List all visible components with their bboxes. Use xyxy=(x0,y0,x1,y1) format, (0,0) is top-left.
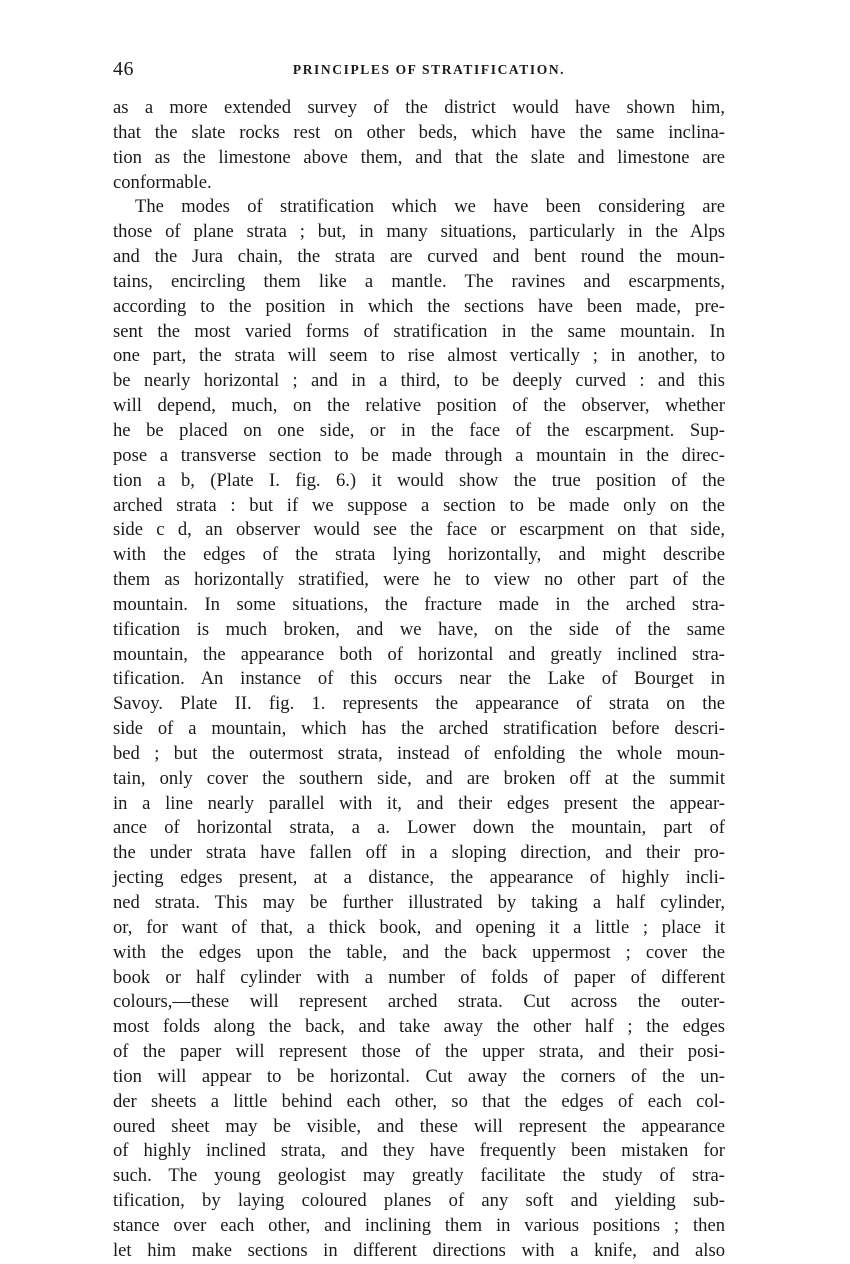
text-line: colours,—these will represent arched strata. Cut across the outer- xyxy=(113,991,725,1013)
text-line: one part, the strata will seem to rise almost vertically ; in another, to xyxy=(113,345,725,367)
text-line: ance of horizontal strata, a a. Lower down the mountain, part of xyxy=(113,817,725,839)
text-line: such. The young geologist may greatly facilitate the study of stra- xyxy=(113,1165,725,1187)
text-line: and the Jura chain, the strata are curved and bent round the moun- xyxy=(113,246,725,268)
text-line: tain, only cover the southern side, and are broken off at the summit xyxy=(113,767,725,789)
text-line: most folds along the back, and take away the other half ; the edges xyxy=(113,1016,725,1038)
text-line: be nearly horizontal ; and in a third, to be deeply curved : and this xyxy=(113,370,725,392)
text-line: in a line nearly parallel with it, and their edges present the appear- xyxy=(113,792,725,814)
text-line: book or half cylinder with a number of folds of paper of different xyxy=(113,966,725,988)
page-number: 46 xyxy=(113,58,134,80)
text-line: tion will appear to be horizontal. Cut away the corners of the un- xyxy=(113,1065,725,1087)
text-line: sent the most varied forms of stratification in the same mountain. In xyxy=(113,320,725,342)
text-line: pose a transverse section to be made through a mountain in the direc- xyxy=(113,444,725,466)
text-line: tion a b, (Plate I. fig. 6.) it would show the true position of the xyxy=(113,469,725,491)
text-line: that the slate rocks rest on other beds, which have the same inclina- xyxy=(113,121,725,143)
text-line: them as horizontally stratified, were he to view no other part of the xyxy=(113,569,725,591)
text-line: oured sheet may be visible, and these will represent the appearance xyxy=(113,1115,725,1137)
body-text xyxy=(113,96,725,1264)
text-line: conformable. xyxy=(113,171,212,193)
text-line: let him make sections in different directions with a knife, and also xyxy=(113,1239,725,1261)
text-line: will depend, much, on the relative position of the observer, whether xyxy=(113,395,725,417)
text-line: The modes of stratification which we have been considering are xyxy=(135,196,725,218)
text-line: of the paper will represent those of the upper strata, and their posi- xyxy=(113,1041,725,1063)
text-line: he be placed on one side, or in the face of the escarpment. Sup- xyxy=(113,419,725,441)
text-line: side of a mountain, which has the arched stratification before descri- xyxy=(113,718,725,740)
text-line: or, for want of that, a thick book, and opening it a little ; place it xyxy=(113,916,725,938)
running-header xyxy=(113,58,725,82)
text-line: mountain, the appearance both of horizontal and greatly inclined stra- xyxy=(113,643,725,665)
text-line: tion as the limestone above them, and that the slate and limestone are xyxy=(113,146,725,168)
text-line: tification is much broken, and we have, on the side of the same xyxy=(113,618,725,640)
text-line: those of plane strata ; but, in many situations, particularly in the Alps xyxy=(113,221,725,243)
text-line: side c d, an observer would see the face or escarpment on that side, xyxy=(113,519,725,541)
text-line: of highly inclined strata, and they have frequently been mistaken for xyxy=(113,1140,725,1162)
text-line: stance over each other, and inclining them in various positions ; then xyxy=(113,1214,725,1236)
text-line: according to the position in which the sections have been made, pre- xyxy=(113,295,725,317)
text-line: bed ; but the outermost strata, instead of enfolding the whole moun- xyxy=(113,742,725,764)
text-line: ned strata. This may be further illustrated by taking a half cylinder, xyxy=(113,892,725,913)
text-line: with the edges of the strata lying horizontally, and might describe xyxy=(113,544,725,566)
text-line: Savoy. Plate II. fig. 1. represents the appearance of strata on the xyxy=(113,693,725,715)
text-line: mountain. In some situations, the fracture made in the arched stra- xyxy=(113,593,725,615)
book-page xyxy=(113,58,725,1264)
text-line: arched strata : but if we suppose a section to be made only on the xyxy=(113,494,725,516)
text-line: jecting edges present, at a distance, the appearance of highly incli- xyxy=(113,867,725,889)
text-line: tains, encircling them like a mantle. The ravines and escarpments, xyxy=(113,270,725,292)
text-line: with the edges upon the table, and the back uppermost ; cover the xyxy=(113,941,725,963)
running-title: PRINCIPLES OF STRATIFICATION. xyxy=(292,62,566,77)
text-line: der sheets a little behind each other, so that the edges of each col- xyxy=(113,1090,725,1112)
text-line: tification, by laying coloured planes of any soft and yielding sub- xyxy=(113,1190,725,1212)
text-line: tification. An instance of this occurs near the Lake of Bourget in xyxy=(113,668,725,690)
text-line: the under strata have fallen off in a sloping direction, and their pro- xyxy=(113,842,725,864)
text-line: as a more extended survey of the district would have shown him, xyxy=(113,97,725,118)
